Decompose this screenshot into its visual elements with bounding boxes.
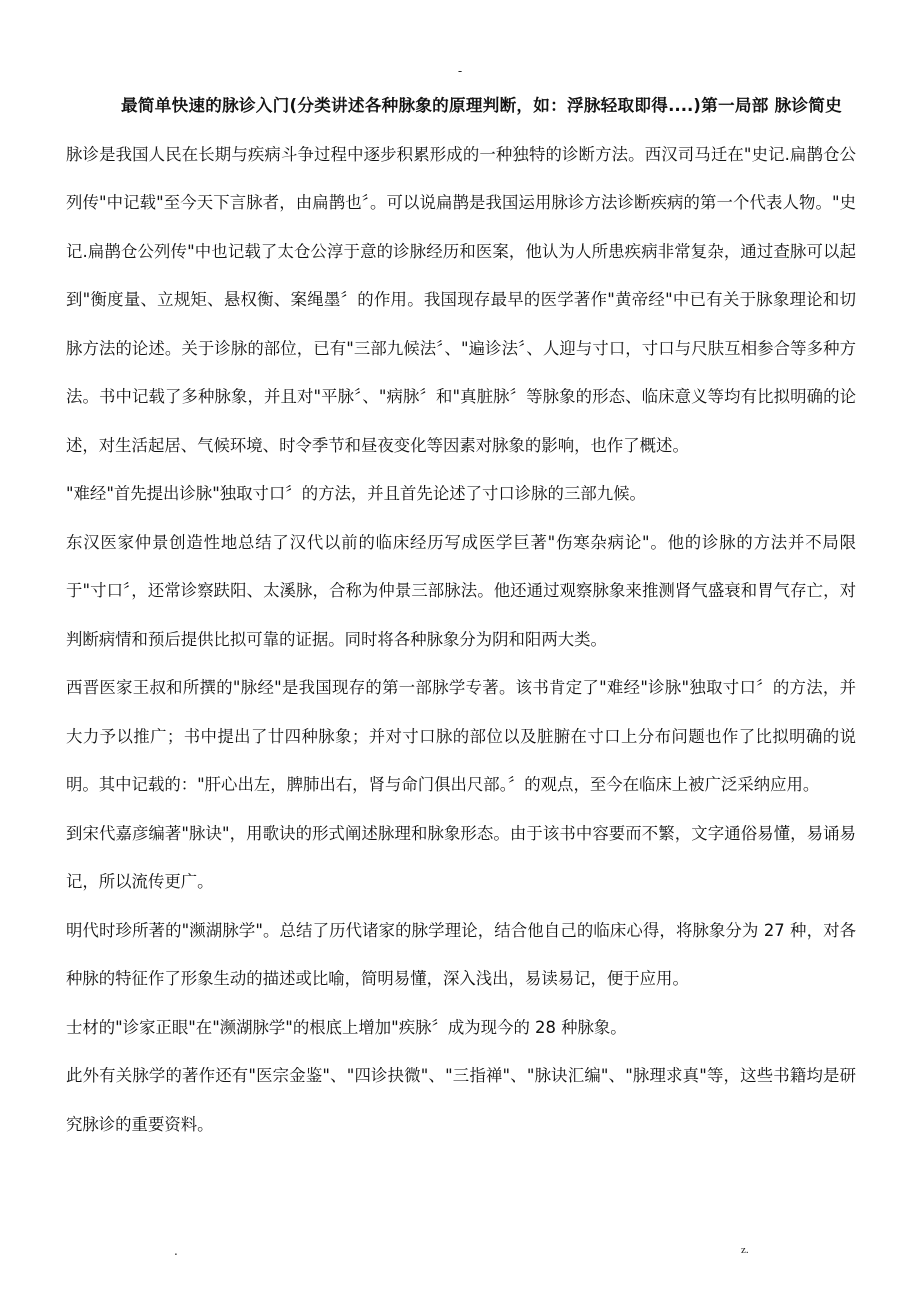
header-mark: - xyxy=(457,64,463,78)
paragraph-intro xyxy=(66,82,856,470)
footer-left-mark: . xyxy=(174,1244,178,1258)
footer-right-mark: z. xyxy=(741,1244,749,1256)
document-title: 最简单快速的脉诊入门(分类讲述各种脉象的原理判断，如：浮脉轻取即得....)第一局部 脉诊简史 xyxy=(121,96,842,115)
document-body xyxy=(66,82,856,1149)
paragraph: 士材的"诊家正眼"在"濒湖脉学"的根底上增加"疾脉〞成为现今的 28 种脉象。 xyxy=(66,1017,627,1037)
paragraph: 此外有关脉学的著作还有"医宗金鉴"、"四诊抉微"、"三指禅"、"脉诀汇编"、"脉理求真"等，这些书籍均是研究脉诊的重要资料。 xyxy=(66,1066,856,1134)
paragraph: 西晋医家王叔和所撰的"脉经"是我国现存的第一部脉学专著。该书肯定了"难经"诊脉"独取寸口〞的方法，并大力予以推广；书中提出了廿四种脉象；并对寸口脉的部位以及脏腑在寸口上分布问题也作了比拟明确的说明。其中记载的："肝心出左，脾肺出右，肾与命门俱出尺部。〞的观点，至今在临床上被广泛采纳应用。 xyxy=(66,678,856,794)
paragraph: 明代时珍所著的"濒湖脉学"。总结了历代诸家的脉学理论，结合他自己的临床心得，将脉象分为 27 种，对各种脉的特征作了形象生动的描述或比喻，简明易懂，深入浅出，易读易记，便于应用。 xyxy=(66,920,856,988)
paragraph-text: 脉诊是我国人民在长期与疾病斗争过程中逐步积累形成的一种独特的诊断方法。西汉司马迁在"史记.扁鹊仓公列传"中记载"至今天下言脉者，由扁鹊也〞。可以说扁鹊是我国运用脉诊方法诊断疾病的第一个代表人物。"史记.扁鹊仓公列传"中也记载了太仓公淳于意的诊脉经历和医案，他认为人所患疾病非常复杂，通过查脉可以起到"衡度量、立规矩、悬权衡、案绳墨〞的作用。我国现存最早的医学著作"黄帝经"中已有关于脉象理论和切脉方法的论述。关于诊脉的部位，已有"三部九候法〞、"遍诊法〞、人迎与寸口，寸口与尺肤互相参合等多种方法。书中记载了多种脉象，并且对"平脉〞、"病脉〞和"真脏脉〞等脉象的形态、临床意义等均有比拟明确的论述，对生活起居、气候环境、时令季节和昼夜变化等因素对脉象的影响，也作了概述。 xyxy=(66,144,856,455)
paragraph: 东汉医家仲景创造性地总结了汉代以前的临床经历写成医学巨著"伤寒杂病论"。他的诊脉的方法并不局限于"寸口〞，还常诊察趺阳、太溪脉，合称为仲景三部脉法。他还通过观察脉象来推测肾气盛衰和胃气存亡，对判断病情和预后提供比拟可靠的证据。同时将各种脉象分为阴和阳两大类。 xyxy=(66,532,856,649)
paragraph: "难经"首先提出诊脉"独取寸口〞的方法，并且首先论述了寸口诊脉的三部九候。 xyxy=(66,484,646,503)
paragraph: 到宋代嘉彦编著"脉诀"，用歌诀的形式阐述脉理和脉象形态。由于该书中容要而不繁，文字通俗易懂，易诵易记，所以流传更广。 xyxy=(66,823,856,891)
